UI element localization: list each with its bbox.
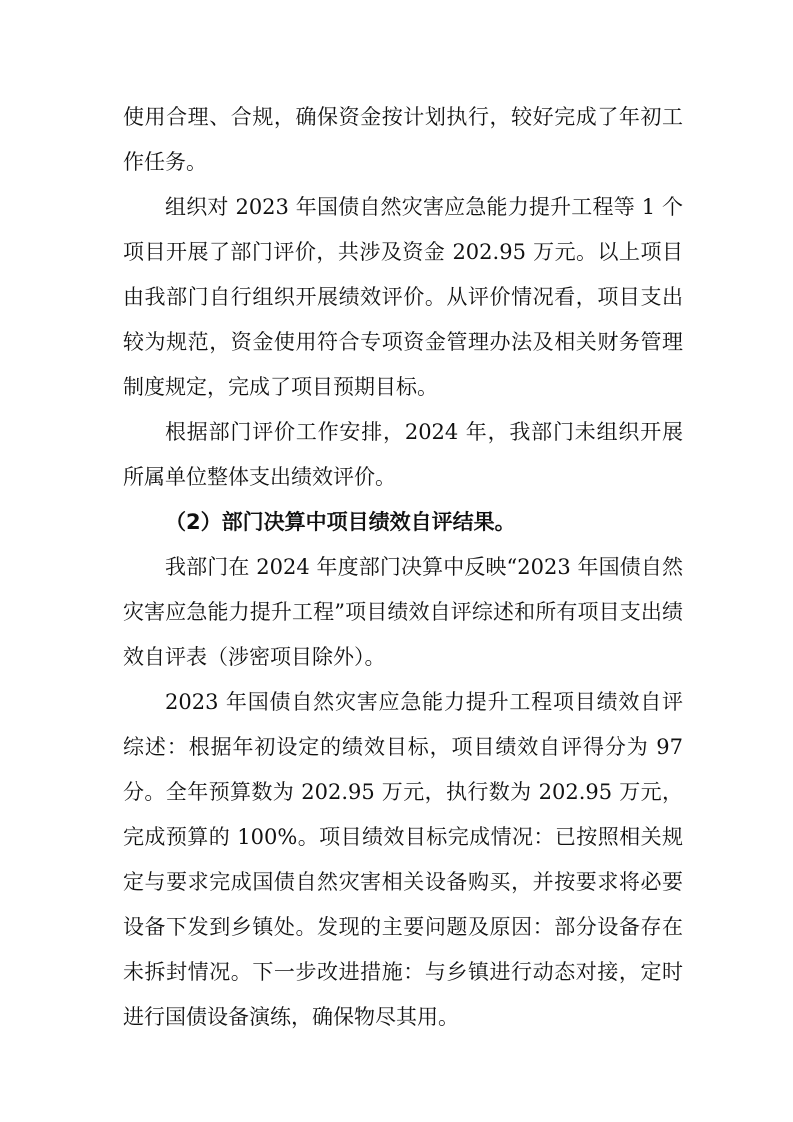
document-body xyxy=(123,95,683,1040)
section-heading: （2）部门决算中项目绩效自评结果。 xyxy=(165,510,516,534)
paragraph-unit-evaluation: 根据部门评价工作安排，2024 年，我部门未组织开展所属单位整体支出绩效评价。 xyxy=(123,420,683,489)
paragraph-self-evaluation-summary: 2023 年国债自然灾害应急能力提升工程项目绩效自评综述：根据年初设定的绩效目标，项目绩效自评得分为 97 分。全年预算数为 202.95 万元，执行数为 202.95 万元，完成预算的 100%。项目绩效目标完成情况：已按照相关规定与要求完成国债自然灾害相关设备购买，并按要求将必要设备下发到乡镇处。发现的主要问题及原因：部分设备存在未拆封情况。下一步改进措施：与乡镇进行动态对接，定时进行国债设备演练，确保物尽其用。 xyxy=(123,690,683,1029)
paragraph-final-accounts: 我部门在 2024 年度部门决算中反映“2023 年国债自然灾害应急能力提升工程”项目绩效自评综述和所有项目支出绩效自评表（涉密项目除外）。 xyxy=(123,555,683,669)
paragraph-department-evaluation: 组织对 2023 年国债自然灾害应急能力提升工程等 1 个项目开展了部门评价，共涉及资金 202.95 万元。以上项目由我部门自行组织开展绩效评价。从评价情况看，项目支出较为规范，资金使用符合专项资金管理办法及相关财务管理制度规定，完成了项目预期目标。 xyxy=(123,195,683,399)
paragraph-funds-usage: 使用合理、合规，确保资金按计划执行，较好完成了年初工作任务。 xyxy=(123,105,683,174)
